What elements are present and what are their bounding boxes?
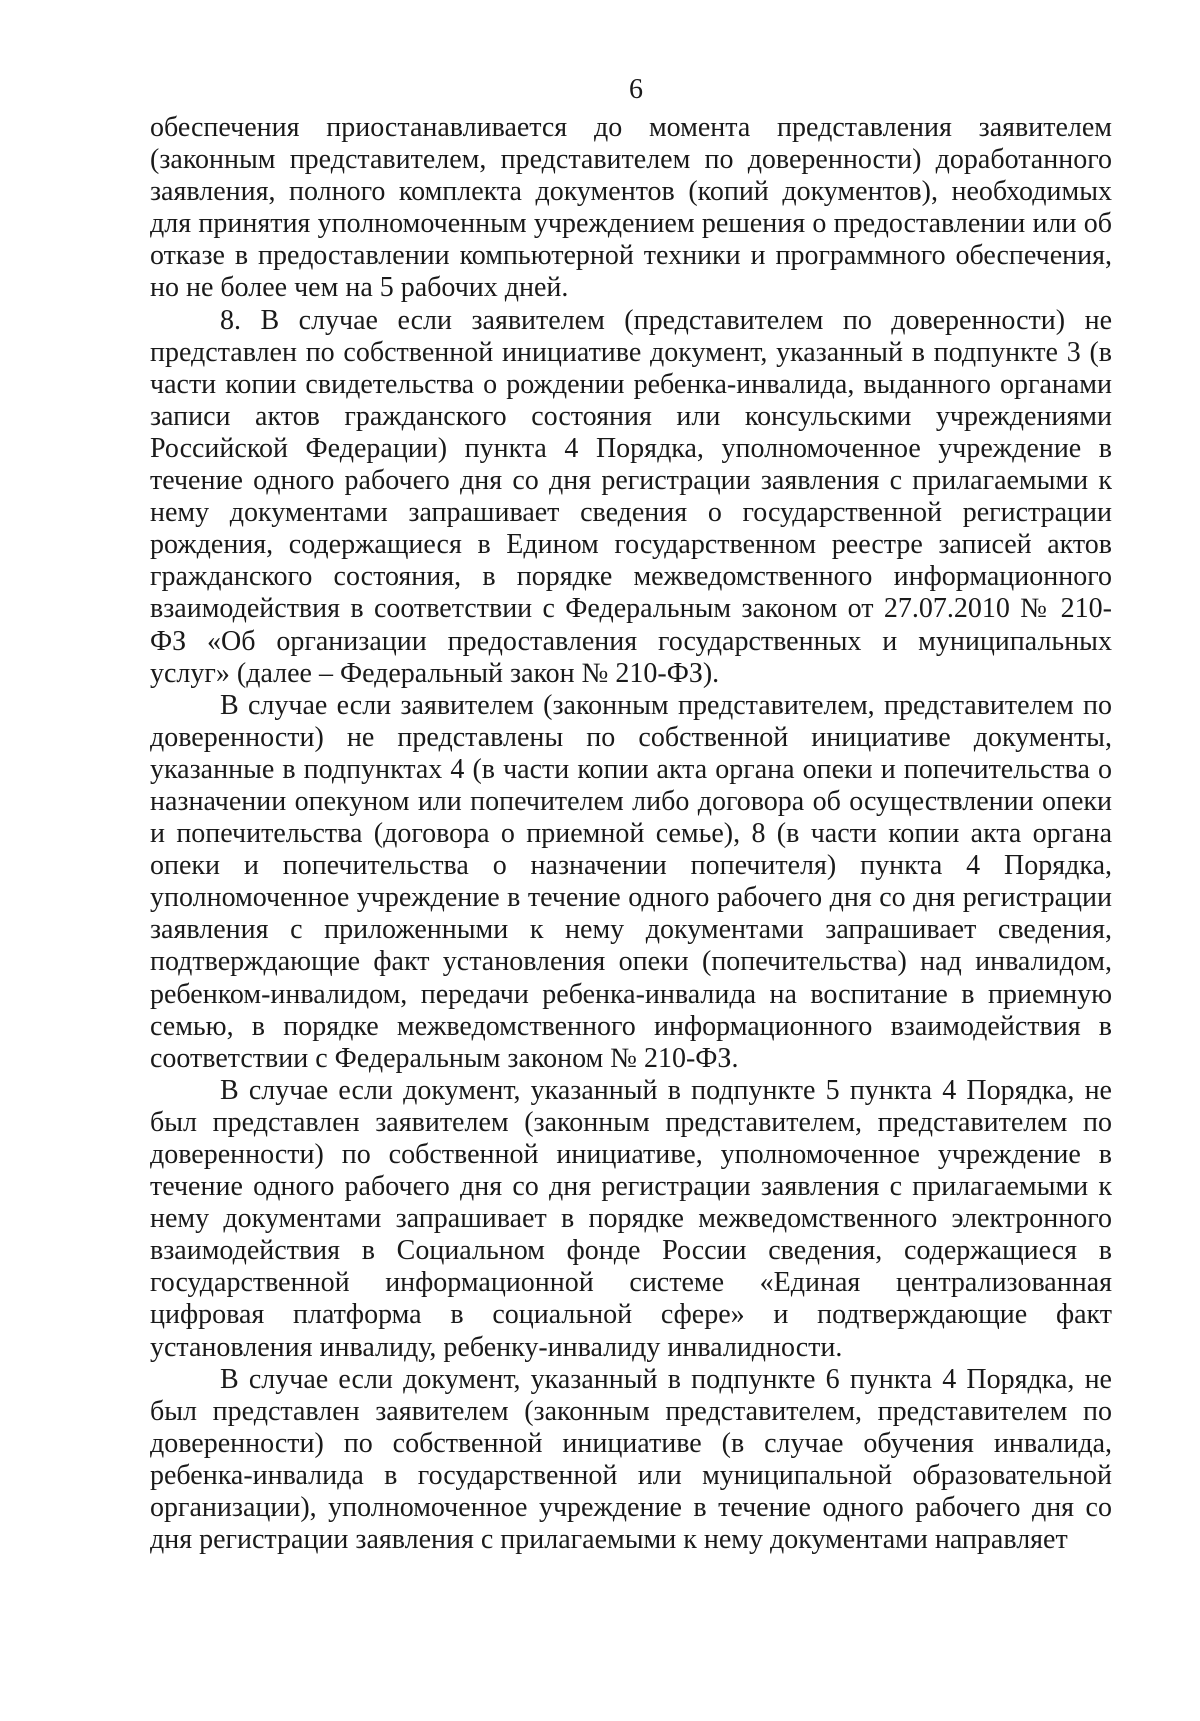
page-number: 6 [629,74,643,105]
paragraph-continuation: обеспечения приостанавливается до момента представления заявителем (законным представителем, представителем по доверенности) доработанного заявления, полного комплекта документов (копий документов), необходимых для принятия уполномоченным учреждением решения о предоставлении или об отказе в предоставлении компьютерной техники и программного обеспечения, но не более чем на 5 рабочих дней. [150,112,1112,304]
paragraph-disability-request: В случае если документ, указанный в подпункте 5 пункта 4 Порядка, не был представлен заявителем (законным представителем, представителем по доверенности) по собственной инициативе, уполномоченное учреждение в течение одного рабочего дня со дня регистрации заявления с прилагаемыми к нему документами запрашивает в порядке межведомственного электронного взаимодействия в Социальном фонде России сведения, содержащиеся в государственной информационной системе «Единая централизованная цифровая платформа в социальной сфере» и подтверждающие факт установления инвалиду, ребенку-инвалиду инвалидности. [150,1074,1112,1363]
paragraph-clause-8: 8. В случае если заявителем (представителем по доверенности) не представлен по собственной инициативе документ, указанный в подпункте 3 (в части копии свидетельства о рождении ребенка-инвалида, выданного органами записи актов гражданского состояния или консульскими учреждениями Российской Федерации) пункта 4 Порядка, уполномоченное учреждение в течение одного рабочего дня со дня регистрации заявления с прилагаемыми к нему документами запрашивает сведения о государственной регистрации рождения, содержащиеся в Едином государственном реестре записей актов гражданского состояния, в порядке межведомственного информационного взаимодействия в соответствии с Федеральным законом от 27.07.2010 № 210-ФЗ «Об организации предоставления государственных и муниципальных услуг» (далее – Федеральный закон № 210-ФЗ). [150,304,1112,689]
document-body [150,112,1112,1556]
paragraph-education-request: В случае если документ, указанный в подпункте 6 пункта 4 Порядка, не был представлен заявителем (законным представителем, представителем по доверенности) по собственной инициативе (в случае обучения инвалида, ребенка-инвалида в государственной или муниципальной образовательной организации), уполномоченное учреждение в течение одного рабочего дня со дня регистрации заявления с прилагаемыми к нему документами направляет [150,1363,1112,1556]
paragraph-guardianship-request: В случае если заявителем (законным представителем, представителем по доверенности) не представлены по собственной инициативе документы, указанные в подпунктах 4 (в части копии акта органа опеки и попечительства о назначении опекуном или попечителем либо договора об осуществлении опеки и попечительства (договора о приемной семье), 8 (в части копии акта органа опеки и попечительства о назначении попечителя) пункта 4 Порядка, уполномоченное учреждение в течение одного рабочего дня со дня регистрации заявления с приложенными к нему документами запрашивает сведения, подтверждающие факт установления опеки (попечительства) над инвалидом, ребенком-инвалидом, передачи ребенка-инвалида на воспитание в приемную семью, в порядке межведомственного информационного взаимодействия в соответствии с Федеральным законом № 210-ФЗ. [150,689,1112,1074]
